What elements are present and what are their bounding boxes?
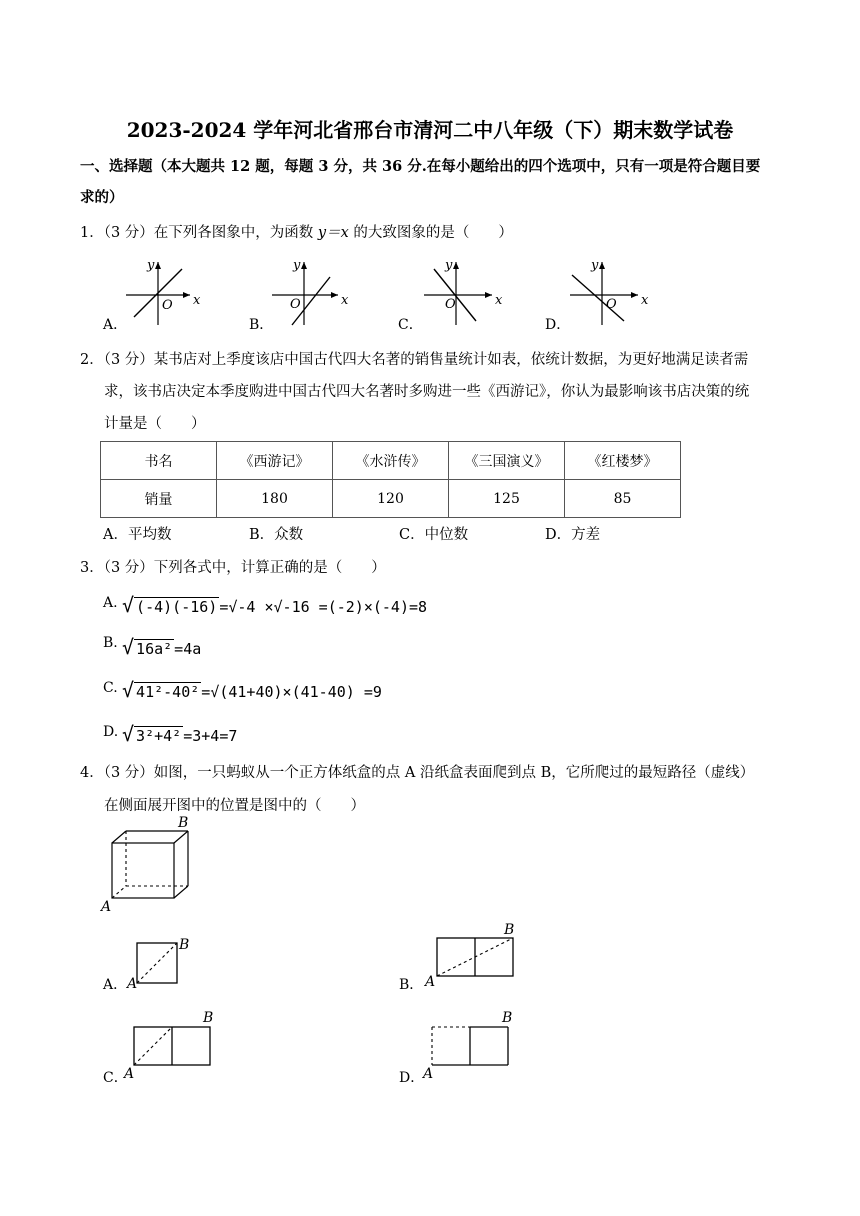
q3-a-rest: =√-4 ×√-16 =(-2)×(-4)=8: [219, 598, 428, 616]
q4-option-b-label: B．: [399, 977, 424, 993]
q4-net-c: [122, 1010, 232, 1082]
sales-table: [100, 441, 681, 518]
q3-d-radicand: 3²+4²: [136, 727, 182, 745]
q1-stem-pre: 1．（3 分）在下列各图象中，为函数: [80, 225, 318, 241]
table-cell: 180: [217, 480, 333, 518]
q4-c-b: B: [203, 1010, 214, 1026]
q3-c-radicand: 41²-40²: [136, 683, 200, 701]
q2-option-b: B．众数: [249, 527, 304, 543]
q3-option-b-label: B.: [103, 635, 118, 651]
table-cell: 书名: [101, 442, 217, 480]
q1-a-x: x: [193, 293, 201, 308]
q4-b-a: A: [425, 974, 436, 990]
q3-option-a-expr: √ (-4)(-16) =√-4 ×√-16 =(-2)×(-4)=8: [122, 593, 428, 617]
q2-option-a: A．平均数: [103, 527, 172, 543]
table-cell: 《水浒传》: [333, 442, 449, 480]
cube-figure: [98, 815, 198, 915]
q1-option-c-label: C．: [398, 317, 423, 333]
q1-d-x: x: [641, 293, 649, 308]
q3-option-c-label: C.: [103, 680, 118, 696]
q2-stem-line3: 计量是（ ）: [104, 416, 206, 432]
q1-graph-a: [120, 255, 210, 330]
table-cell: 《三国演义》: [449, 442, 565, 480]
q3-b-rest: =4a: [174, 640, 202, 658]
page-title: 2023-2024 学年河北省邢台市清河二中八年级（下）期末数学试卷: [126, 118, 734, 142]
table-header-row: [101, 442, 681, 480]
q2-option-d: D．方差: [545, 527, 601, 543]
q1-graph-b: [268, 255, 358, 330]
q3-option-d-label: D.: [103, 724, 119, 740]
q4-a-b: B: [179, 937, 190, 953]
q2-option-c: C．中位数: [399, 527, 469, 543]
q4-net-d: [420, 1010, 530, 1082]
q4-a-a: A: [127, 976, 138, 992]
q3-b-radicand: 16a²: [136, 640, 173, 658]
q4-stem-line1: 4．（3 分）如图，一只蚂蚁从一个正方体纸盒的点 A 沿纸盒表面爬到点 B，它所爬过的最短路径（虚线）: [80, 765, 755, 781]
q1-function: y＝x: [317, 225, 349, 241]
q3-option-b-expr: √ 16a² =4a: [122, 635, 202, 659]
q1-d-origin: O: [606, 297, 617, 312]
q3-option-c-expr: √ 41²-40² =√(41+40)×(41-40) =9: [122, 678, 382, 702]
q4-net-b: [422, 920, 532, 990]
q1-option-d-label: D．: [545, 317, 571, 333]
table-cell: 85: [565, 480, 681, 518]
q4-c-a: A: [124, 1066, 135, 1082]
table-cell: 125: [449, 480, 565, 518]
table-cell: 120: [333, 480, 449, 518]
q1-a-origin: O: [162, 298, 173, 313]
q1-stem: [80, 218, 513, 248]
q1-c-origin: O: [445, 297, 456, 312]
table-cell: 销量: [101, 480, 217, 518]
cube-label-a: A: [101, 899, 112, 915]
q1-c-y: y: [445, 258, 453, 273]
section-heading-cont: 求的）: [80, 189, 124, 206]
q1-stem-post: 的大致图象的是（ ）: [348, 225, 513, 241]
table-cell: 《西游记》: [217, 442, 333, 480]
q1-d-y: y: [591, 258, 599, 273]
q4-d-b: B: [502, 1010, 513, 1026]
q4-stem-line2: 在侧面展开图中的位置是图中的（ ）: [104, 798, 365, 814]
q4-option-a-label: A．: [103, 977, 128, 993]
q1-graph-c: [420, 255, 510, 330]
q1-graph-d: [566, 255, 656, 330]
section-heading: 一、选择题（本大题共 12 题，每题 3 分，共 36 分.在每小题给出的四个选项中，只有一项是符合题目要: [80, 158, 761, 175]
q4-b-b: B: [504, 922, 515, 938]
q3-c-rest: =√(41+40)×(41-40) =9: [201, 683, 382, 701]
q1-c-x: x: [495, 293, 503, 308]
table-row: [101, 480, 681, 518]
q4-d-a: A: [423, 1066, 434, 1082]
q1-b-y: y: [293, 258, 301, 273]
q3-a-radicand: (-4)(-16): [136, 598, 218, 616]
q2-stem-line1: 2．（3 分）某书店对上季度该店中国古代四大名著的销售量统计如表，依统计数据，为更好地满足读者需: [80, 352, 749, 368]
q1-a-y: y: [147, 258, 155, 273]
q2-stem-line2: 求，该书店决定本季度购进中国古代四大名著时多购进一些《西游记》，你认为最影响该书店决策的统: [104, 384, 750, 400]
table-cell: 《红楼梦》: [565, 442, 681, 480]
q3-option-a-label: A.: [103, 595, 118, 611]
q3-stem: 3．（3 分）下列各式中，计算正确的是（ ）: [80, 560, 386, 576]
cube-label-b: B: [178, 815, 189, 831]
q1-b-origin: O: [290, 297, 301, 312]
q1-b-x: x: [341, 293, 349, 308]
q4-option-c-label: C．: [103, 1070, 128, 1086]
q4-net-a: [125, 935, 195, 990]
q3-d-rest: =3+4=7: [183, 727, 238, 745]
q1-option-a-label: A．: [103, 317, 128, 333]
q1-option-b-label: B．: [249, 317, 274, 333]
q3-option-d-expr: √ 3²+4² =3+4=7: [122, 722, 238, 746]
q4-option-d-label: D．: [399, 1070, 425, 1086]
